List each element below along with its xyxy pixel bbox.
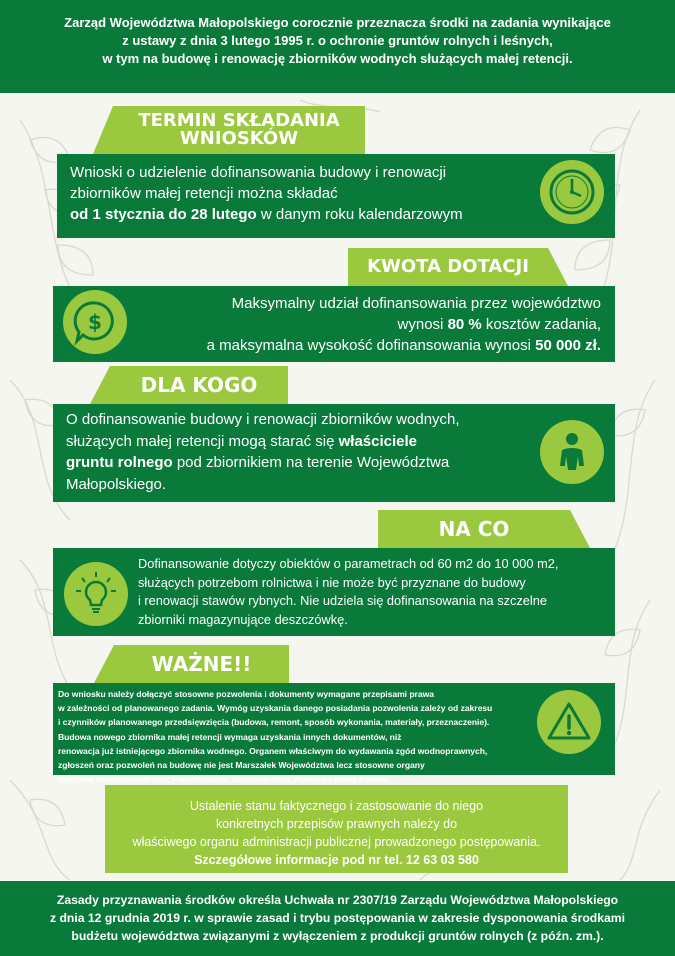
footer-line: budżetu województwa związanymi z wyłączeniem z produkcji gruntów rolnych (z późn. zm.).: [71, 929, 604, 943]
highlight-text: gruntu rolnego: [66, 454, 173, 471]
section-text-pre: służących małej retencji mogą starać się: [66, 432, 339, 450]
section-text: zbiorników małej retencji można składać: [70, 185, 338, 202]
section-box-termin: [57, 154, 615, 238]
info-box: [105, 785, 568, 873]
section-text: Do wniosku należy dołączyć stosowne pozwolenia i dokumenty wymagane przepisami prawa: [58, 689, 434, 699]
svg-text:$: $: [88, 310, 102, 334]
highlight-text: właściciele: [338, 432, 418, 450]
section-text: w zależności od planowanego zadania. Wymóg uzyskania danego posiadania pozwolenia zależy od zakresu: [58, 703, 493, 714]
section-box-wazne: [53, 683, 615, 785]
section-text: Małopolskiego.: [66, 475, 167, 493]
section-text: renowacja już istniejącego zbiornika wodnego. Organem właściwym do wydawania zgód wodnoprawnych,: [58, 745, 488, 756]
section-text-rest: pod zbiornikiem na terenie Województwa: [172, 454, 450, 471]
section-title-dla-kogo: DLA KOGO: [110, 366, 288, 404]
info-line: właściwego organu administracji publicznej prowadzonego postępowania.: [132, 835, 541, 849]
section-text: zbiorniki magazynujące deszczówkę.: [138, 611, 348, 627]
section-title-line: TERMIN SKŁADANIA: [138, 110, 340, 131]
section-text: [53, 314, 601, 335]
person-icon: [540, 420, 604, 484]
section-title-wazne: WAŻNE!!: [114, 645, 289, 683]
tab-triangle: [90, 366, 110, 404]
info-line: konkretnych przepisów prawnych należy do: [215, 817, 458, 831]
section-text: [53, 335, 601, 356]
section-text: Wnioski o udzielenie dofinansowania budowy i renowacji: [70, 164, 447, 181]
info-line: Ustalenie stanu faktycznego i zastosowanie do niego: [189, 799, 484, 813]
section-title-kwota: KWOTA DOTACJI: [348, 248, 548, 286]
header-line: w tym na budowę i renowację zbiorników wodnych służących małej retencji.: [102, 51, 573, 66]
section-text: O dofinansowanie budowy i renowacji zbiorników wodnych,: [66, 411, 460, 428]
tab-triangle: [548, 248, 568, 286]
footer-line: z dnia 12 grudnia 2019 r. w sprawie zasad i trybu postępowania w zakresie dysponowania środkami: [49, 911, 626, 925]
section-box-na-co: [53, 548, 615, 636]
section-box-dla-kogo: [53, 404, 615, 502]
section-text-post: kosztów zadania,: [481, 316, 601, 333]
section-text-rest: w danym roku kalendarzowym: [256, 206, 463, 223]
header-line: Zarząd Województwa Małopolskiego corocznie przeznacza środki na zadania wynikające: [64, 15, 611, 30]
tab-triangle: [94, 645, 114, 683]
lightbulb-icon: [64, 562, 128, 626]
footer-banner: [0, 881, 675, 956]
section-text-pre: a maksymalna wysokość dofinansowania wynosi: [206, 337, 536, 354]
highlight-text: 50 000 zł.: [535, 337, 601, 354]
section-text: [66, 431, 615, 453]
tab-triangle: [93, 106, 113, 154]
section-text: [66, 452, 615, 474]
section-box-kwota: [53, 286, 615, 362]
footer-line: Zasady przyznawania środków określa Uchwała nr 2307/19 Zarządu Województwa Małopolskiego: [56, 893, 619, 907]
clock-icon: [540, 160, 604, 224]
section-text: Dofinansowanie dotyczy obiektów o parametrach od 60 m2 do 10 000 m2,: [138, 556, 559, 571]
info-phone: Szczegółowe informacje pod nr tel. 12 63 03 580: [194, 853, 479, 867]
section-text: zgłoszeń oraz pozwoleń na budowę nie jest Marszałek Województwa lecz stosowne organy: [58, 760, 425, 771]
section-text: i renowacji stawów rybnych. Nie udziela się dofinansowania na szczelne: [138, 593, 548, 608]
section-text-pre: wynosi: [397, 316, 448, 333]
highlight-text: od 1 stycznia do 28 lutego: [70, 206, 257, 223]
header-banner: [0, 0, 675, 93]
section-text: [70, 204, 615, 225]
section-title-na-co: NA CO: [378, 510, 570, 548]
header-line: z ustawy z dnia 3 lutego 1995 r. o ochronie gruntów rolnych i leśnych,: [122, 33, 553, 48]
section-text: i czynników planowanego przedsięwzięcia (budowa, remont, sposób wykonania, materiały, przeznaczenie).: [58, 717, 490, 728]
tab-triangle: [570, 510, 590, 548]
warning-icon: [537, 690, 601, 754]
section-text: służących potrzebom rolnictwa i nie może być przyznane do budowy: [138, 574, 526, 590]
section-title-line: WNIOSKÓW: [179, 128, 299, 149]
dollar-icon: [63, 290, 127, 354]
section-text: Budowa nowego zbiornika małej retencji wymaga uzyskania innych dokumentów, niż: [58, 731, 402, 742]
highlight-text: 80 %: [447, 316, 482, 333]
section-title-termin: [113, 106, 365, 154]
section-text: Starostw Powiatowych oraz Państwowego Gospodarstwa Wodnego Wody Polskie.: [58, 774, 392, 785]
section-text: Maksymalny udział dofinansowania przez województwo: [231, 295, 601, 312]
